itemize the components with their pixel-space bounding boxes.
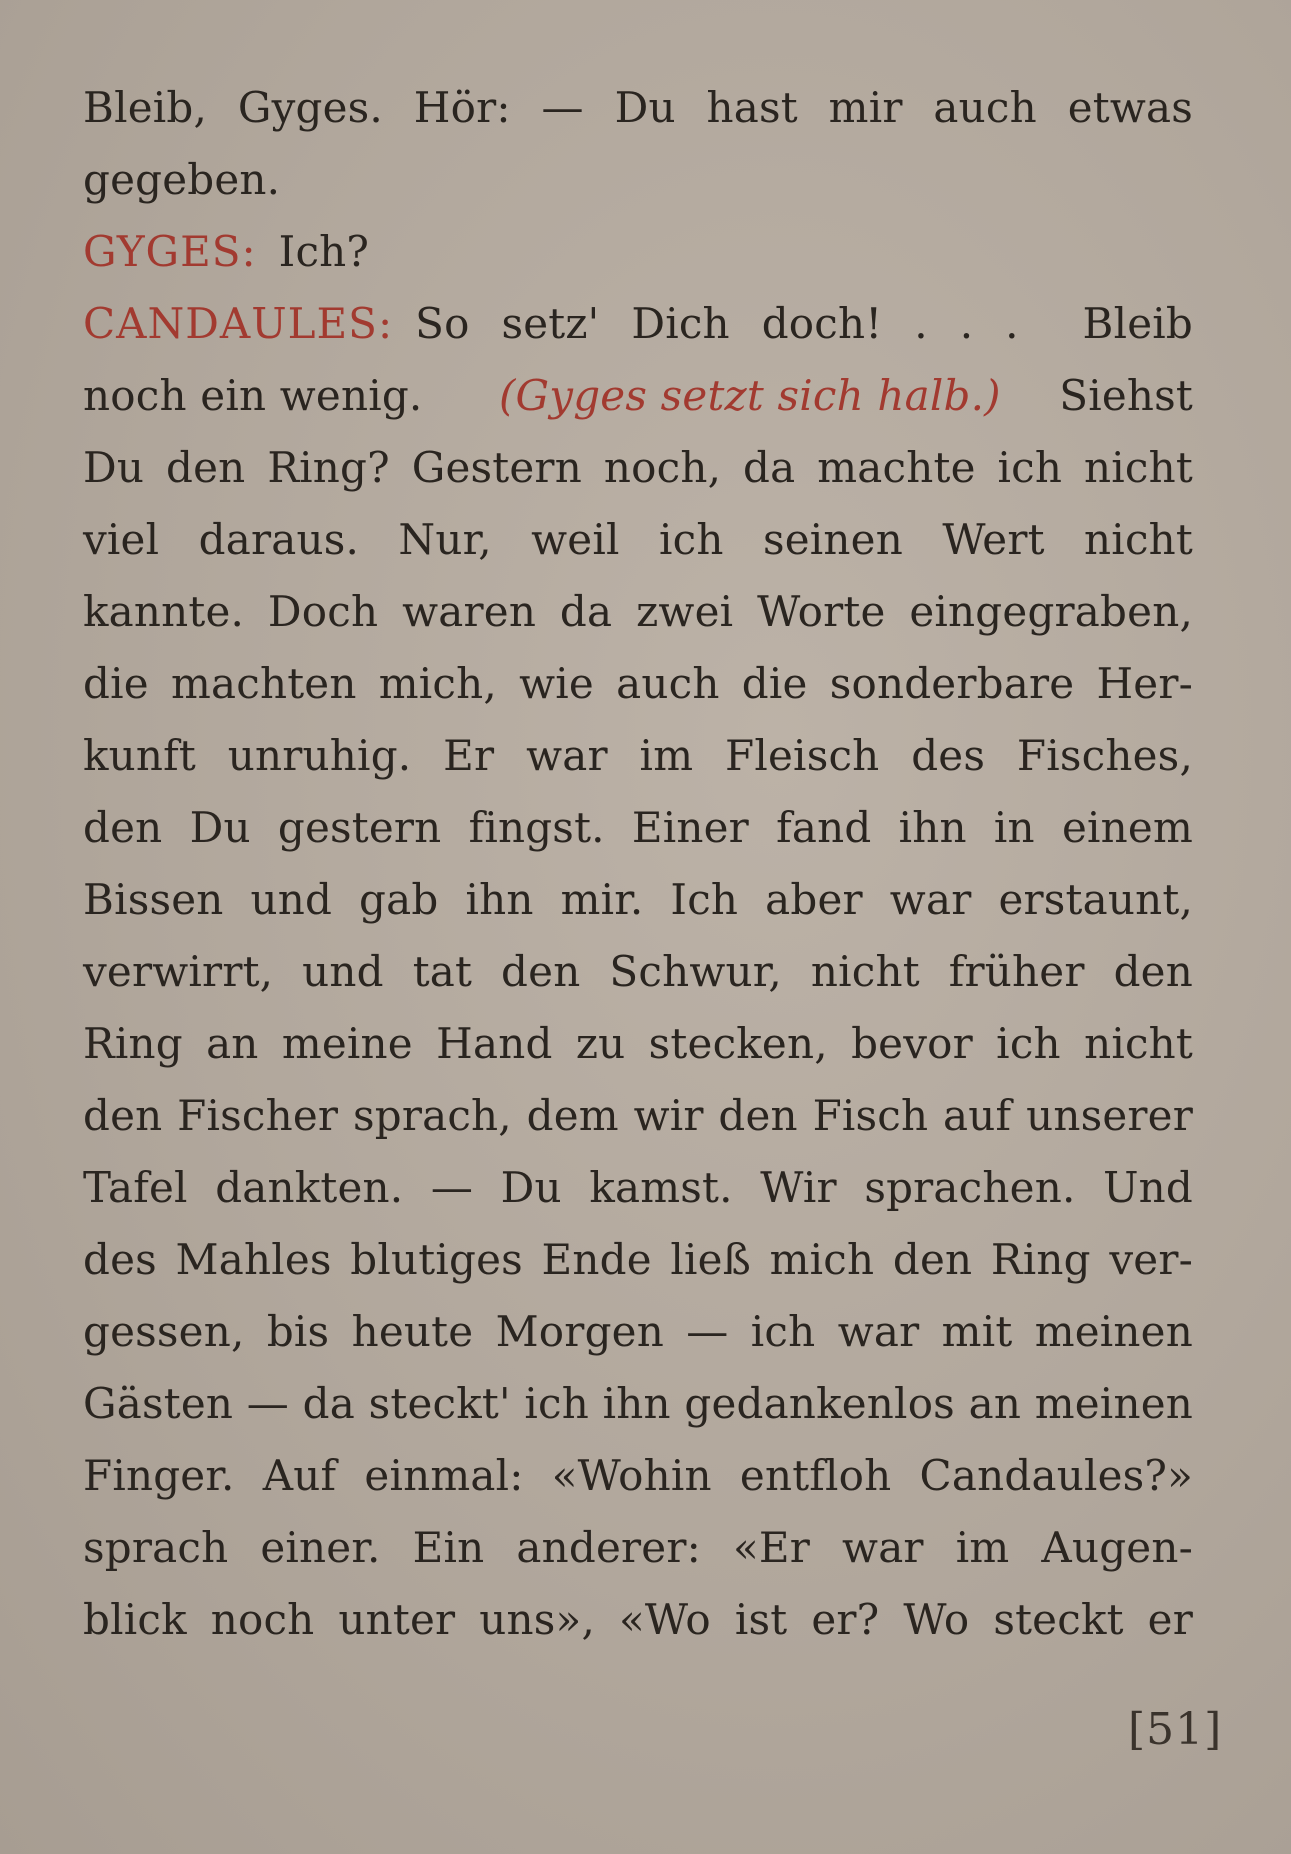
speaker-name: GYGES: <box>83 227 257 276</box>
text-line: Gästen — da steckt' ich ihn gedankenlos an meinen <box>83 1379 1193 1428</box>
text-line: kunft unruhig. Er war im Fleisch des Fisches, <box>83 731 1193 780</box>
text-line: Du den Ring? Gestern noch, da machte ich nicht <box>83 443 1193 492</box>
text-line: Ring an meine Hand zu stecken, bevor ich nicht <box>83 1019 1193 1068</box>
dialogue-line <box>83 216 1193 288</box>
text-line: gessen, bis heute Morgen — ich war mit meinen <box>83 1307 1193 1356</box>
text-line: blick noch unter uns», «Wo ist er? Wo steckt er <box>83 1595 1193 1644</box>
text-line: Bleib, Gyges. Hör: — Du hast mir auch etwas <box>83 83 1193 132</box>
text-line: des Mahles blutiges Ende ließ mich den Ring ver- <box>83 1235 1193 1284</box>
speech-text: So setz' Dich doch! . . . Bleib <box>415 299 1193 348</box>
text-line: viel daraus. Nur, weil ich seinen Wert nicht <box>83 515 1193 564</box>
text-line: sprach einer. Ein anderer: «Er war im Augen- <box>83 1523 1193 1572</box>
stage-direction: (Gyges setzt sich halb.) <box>498 371 1001 420</box>
text-line: kannte. Doch waren da zwei Worte eingegraben, <box>83 587 1193 636</box>
text-line: Tafel dankten. — Du kamst. Wir sprachen. Und <box>83 1163 1193 1212</box>
page-number: [51] <box>1128 1704 1223 1755</box>
speech-text: Siehst <box>1059 371 1193 420</box>
text-line <box>83 360 1193 432</box>
text-line: den Fischer sprach, dem wir den Fisch auf unserer <box>83 1091 1193 1140</box>
speech-text: noch ein wenig. <box>83 371 423 420</box>
text-line: verwirrt, und tat den Schwur, nicht früher den <box>83 947 1193 996</box>
speech-text: Ich? <box>278 227 370 276</box>
text-line: gegeben. <box>83 155 281 204</box>
speaker-name: CANDAULES: <box>83 299 394 348</box>
text-line: Bissen und gab ihn mir. Ich aber war erstaunt, <box>83 875 1193 924</box>
dialogue-line <box>83 288 1193 360</box>
text-line: die machten mich, wie auch die sonderbare Her- <box>83 659 1193 708</box>
text-line: den Du gestern fingst. Einer fand ihn in einem <box>83 803 1193 852</box>
text-line: Finger. Auf einmal: «Wohin entfloh Candaules?» <box>83 1451 1193 1500</box>
